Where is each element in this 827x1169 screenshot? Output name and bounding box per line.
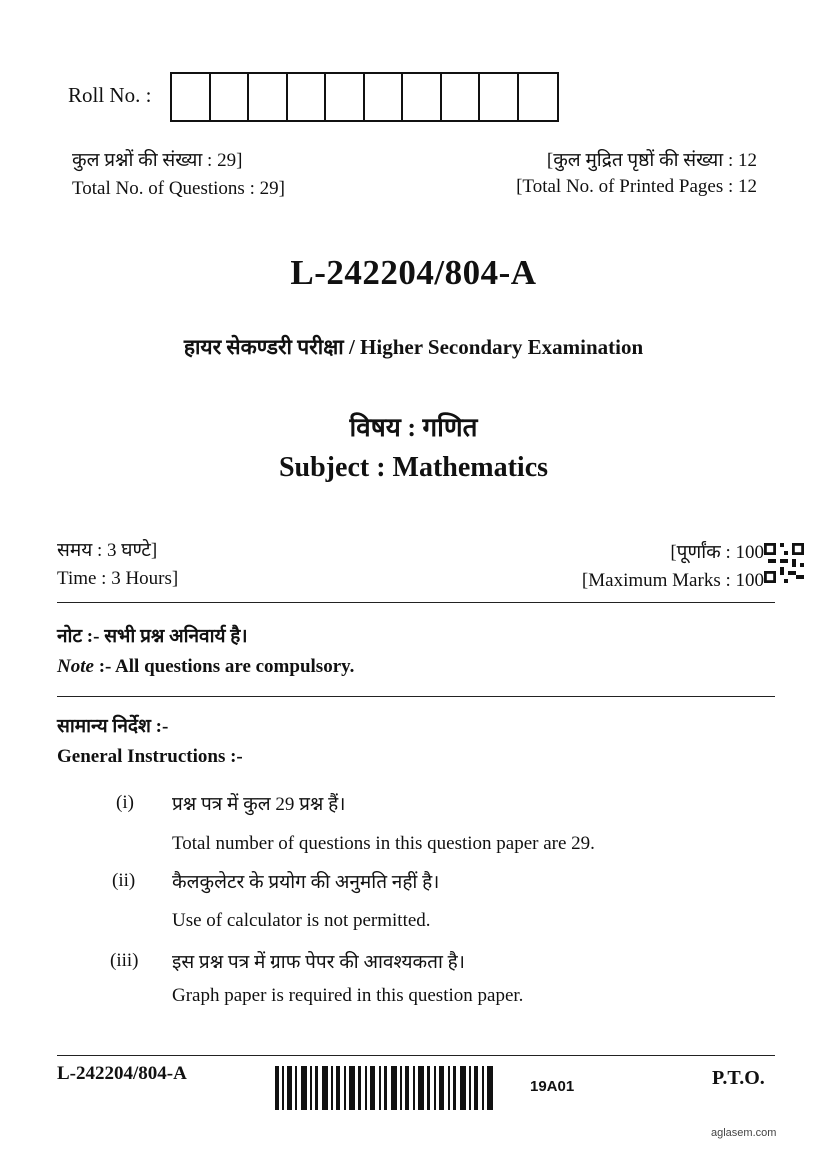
subject-english: Subject : Mathematics [278,452,549,483]
roll-number-box [211,74,250,120]
divider [57,696,775,697]
max-marks-english: [Maximum Marks : 100 [581,570,764,591]
footer-divider [57,1055,775,1056]
time-hindi: समय : 3 घण्टे] [57,540,158,561]
instructions-heading-english: General Instructions :- [57,746,243,767]
instruction-text-english: Total number of questions in this question paper are 29. [172,833,595,854]
instruction-text-hindi: कैलकुलेटर के प्रयोग की अनुमति नहीं है। [172,872,440,893]
instruction-text-hindi: इस प्रश्न पत्र में ग्राफ पेपर की आवश्यकता है। [172,952,465,973]
pto-label: P.T.O. [712,1067,765,1089]
roll-number-box [365,74,404,120]
instruction-number: (iii) [110,950,139,971]
barcode-icon [275,1066,495,1110]
total-questions-hindi: कुल प्रश्नों की संख्या : 29] [72,150,243,171]
printed-pages-hindi: [कुल मुद्रित पृष्ठों की संख्या : 12 [546,150,757,171]
barcode-id: 19A01 [530,1078,575,1095]
total-questions-english: Total No. of Questions : 29] [72,178,285,199]
instruction-number: (i) [116,792,134,813]
max-marks-hindi: [पूर्णांक : 100 [670,542,764,563]
note-english [57,656,354,678]
note-hindi: नोट :- सभी प्रश्न अनिवार्य है। [57,626,248,647]
roll-number-box [326,74,365,120]
instruction-text-english: Use of calculator is not permitted. [172,910,431,931]
divider [57,602,775,603]
roll-number-box [480,74,519,120]
roll-number-label: Roll No. : [68,83,152,107]
instructions-heading-hindi: सामान्य निर्देश :- [57,716,169,737]
note-text: :- All questions are compulsory. [98,656,355,677]
roll-number-box [519,74,558,120]
paper-code-title: L-242204/804-A [290,253,537,292]
note-label: Note [57,656,94,677]
subject-hindi: विषय : गणित [349,413,478,442]
instruction-number: (ii) [112,870,136,891]
qr-code-icon [764,543,804,583]
roll-number-box [403,74,442,120]
printed-pages-english: [Total No. of Printed Pages : 12 [516,176,757,197]
time-english: Time : 3 Hours] [57,568,179,589]
roll-number-box [249,74,288,120]
instruction-text-hindi: प्रश्न पत्र में कुल 29 प्रश्न हैं। [172,794,346,815]
footer-paper-code: L-242204/804-A [57,1063,187,1084]
roll-number-box [172,74,211,120]
exam-name: हायर सेकण्डरी परीक्षा / Higher Secondary Examination [183,335,644,359]
roll-number-box [442,74,481,120]
instruction-text-english: Graph paper is required in this question paper. [172,985,524,1006]
watermark: aglasem.com [711,1127,777,1139]
roll-number-box [288,74,327,120]
roll-number-boxes [170,72,559,122]
